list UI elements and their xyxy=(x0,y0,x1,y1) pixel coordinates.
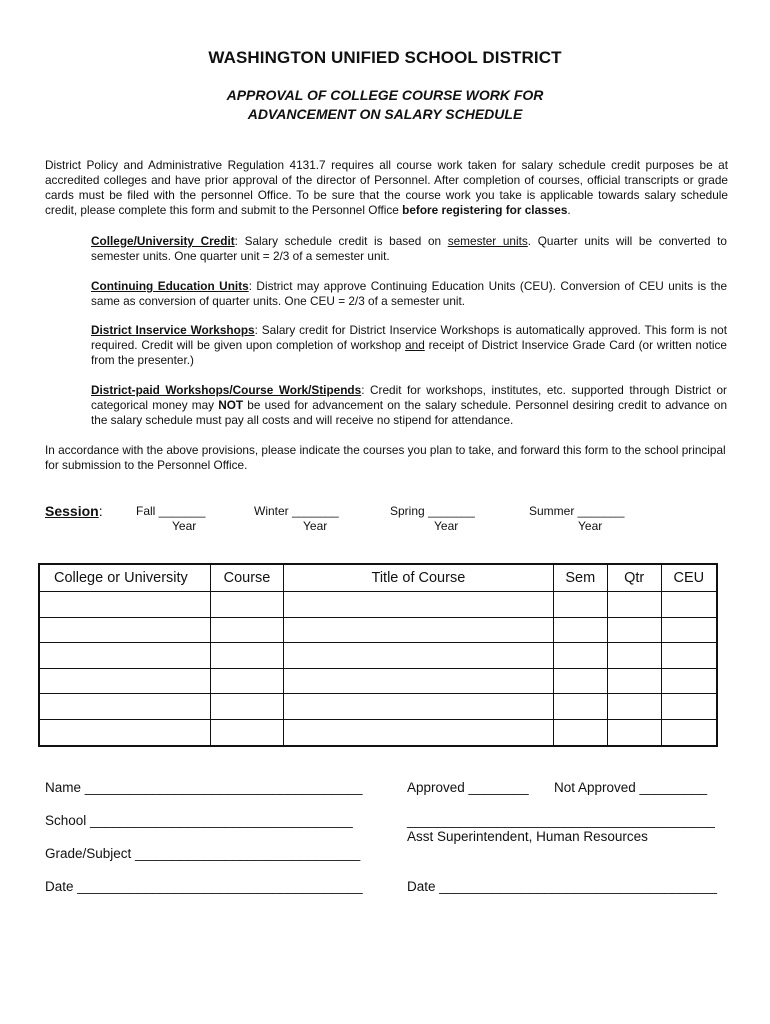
accordance-paragraph: In accordance with the above provisions, please indicate the courses you plan to take, and forward this form to the school principal for submission to the Personnel Office. xyxy=(45,443,726,472)
inservice-text-a: : Salary credit for District Inservice Workshops is automatically approved. This form is not required. Credit will be given upon completion of workshop xyxy=(91,323,727,352)
district-paid-text-b: be used for advancement on the salary schedule. Personnel desiring credit to advance on the salary schedule must pay all costs and will receive no stipend for attendance. xyxy=(91,398,728,427)
superintendent-signature-line[interactable]: _________________________________________ xyxy=(407,813,715,828)
session-fall-term: Fall _______ xyxy=(136,504,206,518)
inservice-heading: District Inservice Workshops xyxy=(91,323,255,337)
subtitle-line-1: APPROVAL OF COLLEGE COURSE WORK FOR xyxy=(226,87,544,103)
table-cell[interactable] xyxy=(661,617,717,643)
session-label xyxy=(45,503,103,519)
table-row xyxy=(39,668,717,694)
inservice-paragraph xyxy=(91,323,727,368)
table-cell[interactable] xyxy=(553,668,607,694)
table-cell[interactable] xyxy=(39,694,211,720)
table-cell[interactable] xyxy=(553,719,607,745)
session-fall-year: Year xyxy=(172,519,197,533)
session-winter-year: Year xyxy=(303,519,328,533)
session-summer[interactable] xyxy=(529,504,624,534)
session-spring-year: Year xyxy=(434,519,459,533)
table-cell[interactable] xyxy=(39,668,211,694)
table-row xyxy=(39,592,717,618)
session-summer-year: Year xyxy=(578,519,603,533)
ceu-paragraph xyxy=(91,279,727,309)
table-cell[interactable] xyxy=(607,592,661,618)
table-row xyxy=(39,643,717,669)
inservice-and-text: and xyxy=(405,338,425,352)
intro-end: . xyxy=(567,203,571,217)
table-cell[interactable] xyxy=(211,668,284,694)
ceu-text: : District may approve Continuing Education Units (CEU). Conversion of CEU units is the same as conversion of quarter units. One CEU = 2/3 of a semester unit. xyxy=(91,279,728,308)
superintendent-title: Asst Superintendent, Human Resources xyxy=(407,829,648,844)
session-colon: : xyxy=(98,503,103,519)
date-field-left[interactable]: Date ______________________________________ xyxy=(45,879,363,894)
table-cell[interactable] xyxy=(553,694,607,720)
table-cell[interactable] xyxy=(661,643,717,669)
table-cell[interactable] xyxy=(39,643,211,669)
table-cell[interactable] xyxy=(283,694,553,720)
header-qtr: Qtr xyxy=(607,564,661,592)
session-winter[interactable] xyxy=(254,504,339,534)
table-cell[interactable] xyxy=(607,668,661,694)
semester-units-text: semester units xyxy=(447,234,528,248)
form-subtitle xyxy=(0,86,770,124)
district-paid-heading: District-paid Workshops/Course Work/Stipends xyxy=(91,383,362,397)
session-word: Session xyxy=(45,503,99,519)
table-cell[interactable] xyxy=(607,617,661,643)
table-cell[interactable] xyxy=(283,592,553,618)
not-approved-field[interactable]: Not Approved _________ xyxy=(554,780,708,795)
table-cell[interactable] xyxy=(661,668,717,694)
inservice-text-b: receipt of District Inservice Grade Card (or written notice from the presenter.) xyxy=(91,338,727,367)
course-table xyxy=(38,563,718,747)
table-header-row xyxy=(39,564,717,592)
table-cell[interactable] xyxy=(211,719,284,745)
table-cell[interactable] xyxy=(39,617,211,643)
table-cell[interactable] xyxy=(283,668,553,694)
grade-subject-field[interactable]: Grade/Subject ______________________________ xyxy=(45,846,361,861)
table-row xyxy=(39,617,717,643)
ceu-heading: Continuing Education Units xyxy=(91,279,249,293)
table-cell[interactable] xyxy=(211,694,284,720)
session-fall[interactable] xyxy=(136,504,205,534)
table-row xyxy=(39,719,717,745)
college-credit-paragraph xyxy=(91,234,727,264)
table-cell[interactable] xyxy=(39,592,211,618)
school-field[interactable]: School ___________________________________ xyxy=(45,813,353,828)
course-rows xyxy=(39,592,717,746)
header-title-of-course: Title of Course xyxy=(283,564,553,592)
session-winter-term: Winter _______ xyxy=(254,504,339,518)
intro-text: District Policy and Administrative Regulation 4131.7 requires all course work taken for salary schedule credit purposes be at accredited colleges and have prior approval of the director of Personnel. After completion of courses, official transcripts or grade cards must be filed with the personnel Office. To be sure that the course work you take is applicable towards salary schedule credit, please complete this form and submit to the Personnel Office xyxy=(45,158,728,217)
table-cell[interactable] xyxy=(211,592,284,618)
table-cell[interactable] xyxy=(211,617,284,643)
district-title: WASHINGTON UNIFIED SCHOOL DISTRICT xyxy=(208,48,562,67)
table-cell[interactable] xyxy=(607,719,661,745)
subtitle-line-2: ADVANCEMENT ON SALARY SCHEDULE xyxy=(247,106,523,122)
district-paid-emphasis: NOT xyxy=(218,398,244,412)
table-cell[interactable] xyxy=(661,719,717,745)
header-course: Course xyxy=(211,564,284,592)
table-cell[interactable] xyxy=(553,617,607,643)
header-ceu: CEU xyxy=(661,564,717,592)
table-row xyxy=(39,694,717,720)
table-cell[interactable] xyxy=(553,643,607,669)
college-credit-text-a: : Salary schedule credit is based on xyxy=(234,234,448,248)
name-field[interactable]: Name _____________________________________ xyxy=(45,780,363,795)
table-cell[interactable] xyxy=(39,719,211,745)
college-credit-heading: College/University Credit xyxy=(91,234,235,248)
district-paid-text-a: : Credit for workshops, institutes, etc. supported through District or categorical money may xyxy=(91,383,727,412)
table-cell[interactable] xyxy=(607,643,661,669)
table-cell[interactable] xyxy=(283,643,553,669)
table-cell[interactable] xyxy=(283,719,553,745)
session-spring[interactable] xyxy=(390,504,475,534)
intro-emphasis: before registering for classes xyxy=(402,203,568,217)
table-cell[interactable] xyxy=(553,592,607,618)
table-cell[interactable] xyxy=(283,617,553,643)
session-spring-term: Spring _______ xyxy=(390,504,475,518)
table-cell[interactable] xyxy=(661,592,717,618)
table-cell[interactable] xyxy=(661,694,717,720)
college-credit-text-b: . Quarter units will be converted to semester units. One quarter unit = 2/3 of a semester unit. xyxy=(91,234,727,263)
intro-paragraph xyxy=(45,158,728,218)
table-cell[interactable] xyxy=(607,694,661,720)
session-summer-term: Summer _______ xyxy=(529,504,625,518)
header-college-university: College or University xyxy=(39,564,211,592)
date-field-right[interactable]: Date _____________________________________ xyxy=(407,879,718,894)
district-paid-paragraph xyxy=(91,383,727,428)
approved-field[interactable]: Approved ________ xyxy=(407,780,529,795)
table-cell[interactable] xyxy=(211,643,284,669)
header-sem: Sem xyxy=(553,564,607,592)
